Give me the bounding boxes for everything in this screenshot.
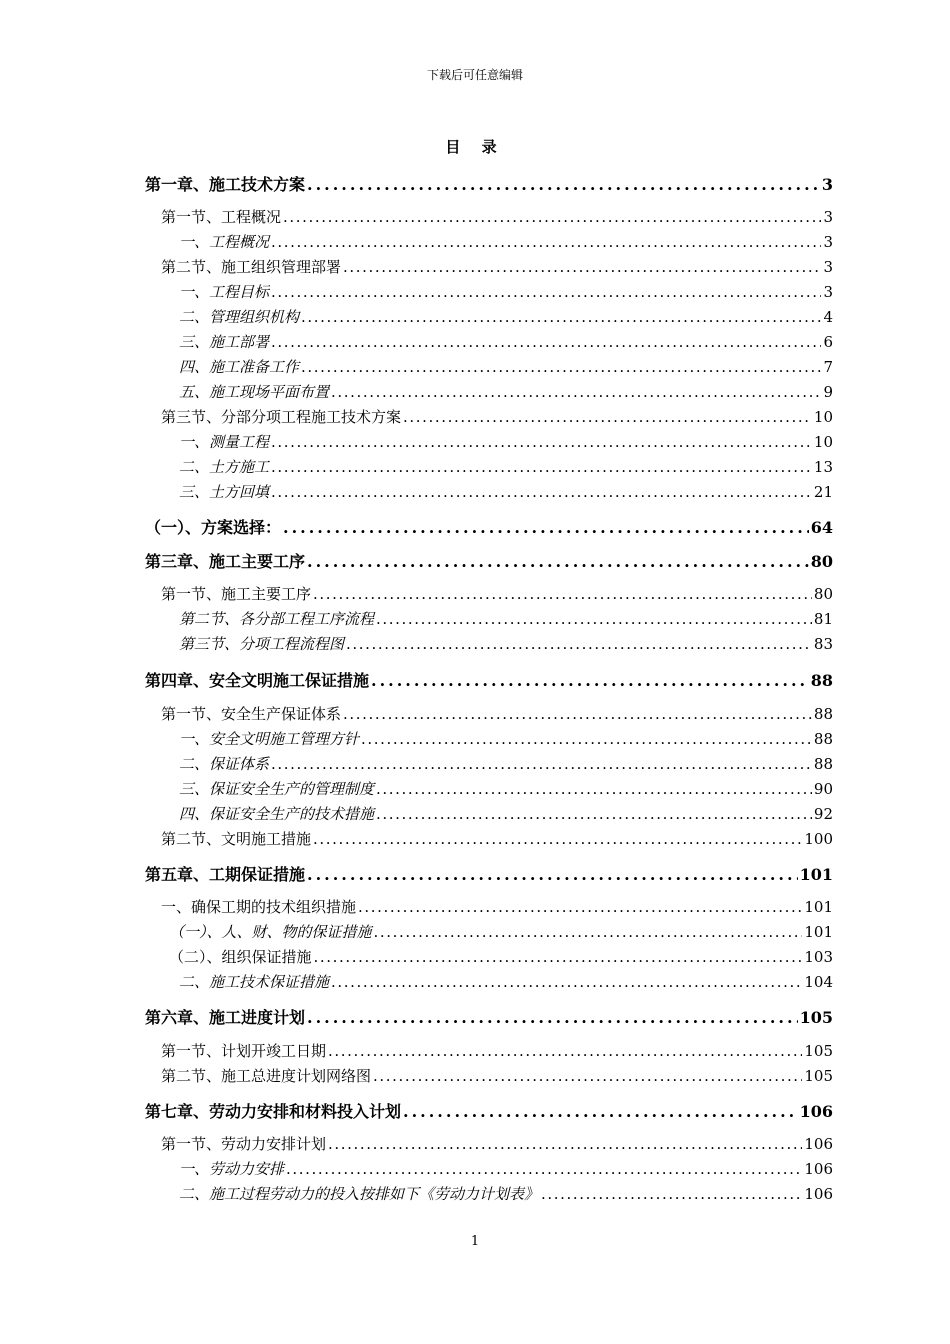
toc-page-number: 88 — [810, 671, 833, 690]
page-header: 下载后可任意编辑 — [426, 68, 523, 82]
toc-leader — [313, 585, 812, 603]
toc-page-number: 4 — [823, 308, 833, 326]
toc-leader — [376, 780, 812, 798]
toc-page-number: 105 — [804, 1067, 833, 1085]
toc-leader — [301, 358, 821, 376]
toc-leader — [283, 208, 821, 226]
toc-label: 三、施工部署 — [179, 333, 270, 351]
toc-page-number: 88 — [813, 705, 833, 723]
toc-page-number: 3 — [823, 258, 833, 276]
toc-subsection[interactable] — [145, 946, 833, 967]
toc-label: 第二节、施工组织管理部署 — [161, 258, 342, 276]
toc-leader — [271, 458, 812, 476]
toc-page-number: 81 — [813, 610, 833, 628]
toc-subsection[interactable] — [145, 456, 833, 477]
toc-label: 二、施工技术保证措施 — [179, 973, 330, 991]
toc-label: 第二节、文明施工措施 — [161, 830, 312, 848]
toc-page-number: 21 — [813, 483, 833, 501]
toc-subsection[interactable] — [145, 481, 833, 502]
toc-subsection[interactable] — [145, 1158, 833, 1179]
toc-label: （一）、方案选择： — [145, 518, 282, 537]
toc-leader — [331, 383, 821, 401]
toc-subsection[interactable] — [145, 306, 833, 327]
toc-page-number: 106 — [804, 1160, 833, 1178]
toc-chapter-4[interactable] — [145, 668, 833, 691]
toc-leader — [343, 258, 821, 276]
toc-page-number: 6 — [823, 333, 833, 351]
toc-label: 第七章、劳动力安排和材料投入计划 — [145, 1102, 402, 1121]
toc-leader — [307, 1008, 798, 1027]
toc-leader — [307, 552, 809, 571]
toc-leader — [376, 610, 812, 628]
toc-leader — [376, 805, 812, 823]
toc-subsection[interactable] — [145, 356, 833, 377]
toc-label: 四、保证安全生产的技术措施 — [179, 805, 375, 823]
toc-leader — [343, 705, 812, 723]
toc-subsection[interactable] — [145, 381, 833, 402]
toc-page-number: 92 — [813, 805, 833, 823]
toc-chapter-1[interactable] — [145, 172, 833, 195]
toc-subsection[interactable] — [145, 231, 833, 252]
toc-subsection[interactable] — [145, 1183, 833, 1204]
toc-section[interactable] — [145, 206, 833, 227]
toc-page-number: 83 — [813, 635, 833, 653]
toc-subsection[interactable] — [145, 921, 833, 942]
toc-page-number: 10 — [813, 433, 833, 451]
toc-label: 第二节、施工总进度计划网络图 — [161, 1067, 372, 1085]
toc-subsection[interactable] — [145, 281, 833, 302]
toc-page-number: 80 — [813, 585, 833, 603]
toc-leader — [403, 408, 812, 426]
toc-chapter-5[interactable] — [145, 862, 833, 885]
toc-chapter-scheme[interactable] — [145, 515, 833, 538]
toc-page-number: 104 — [804, 973, 833, 991]
toc-page-number: 88 — [813, 755, 833, 773]
toc-leader — [313, 830, 802, 848]
toc-leader — [361, 730, 812, 748]
toc-page-number: 105 — [804, 1042, 833, 1060]
toc-label: 第二节、各分部工程工序流程 — [179, 610, 375, 628]
toc-leader — [331, 973, 802, 991]
toc-leader — [328, 1135, 802, 1153]
toc-label: 第一节、劳动力安排计划 — [161, 1135, 327, 1153]
toc-leader — [541, 1185, 802, 1203]
page-number-footer: 1 — [470, 1234, 480, 1249]
toc-label: 一、工程目标 — [179, 283, 270, 301]
toc-subsection[interactable] — [145, 331, 833, 352]
toc-title: 目 录 — [445, 138, 505, 156]
toc-page-number: 101 — [804, 898, 833, 916]
toc-page-number: 105 — [799, 1008, 833, 1027]
toc-page-number: 10 — [813, 408, 833, 426]
toc-page-number: 3 — [823, 208, 833, 226]
toc-label: 五、施工现场平面布置 — [179, 383, 330, 401]
toc-leader — [271, 283, 821, 301]
toc-leader — [314, 948, 803, 966]
toc-subsection[interactable] — [145, 608, 833, 629]
toc-section[interactable] — [145, 828, 833, 849]
toc-leader — [346, 635, 812, 653]
toc-section[interactable] — [145, 256, 833, 277]
toc-leader — [371, 671, 809, 690]
toc-label: （二）、组织保证措施 — [169, 948, 312, 966]
toc-subsection[interactable] — [145, 431, 833, 452]
toc-page-number: 90 — [813, 780, 833, 798]
toc-leader — [301, 308, 821, 326]
toc-label: 第一节、工程概况 — [161, 208, 282, 226]
toc-chapter-3[interactable] — [145, 549, 833, 572]
toc-label: 第三章、施工主要工序 — [145, 552, 306, 571]
toc-label: 四、施工准备工作 — [179, 358, 300, 376]
toc-label: （一）、人、财、物的保证措施 — [169, 923, 372, 941]
toc-label: 三、土方回填 — [179, 483, 270, 501]
toc-label: 二、管理组织机构 — [179, 308, 300, 326]
toc-page-number: 88 — [813, 730, 833, 748]
toc-leader — [307, 865, 798, 884]
toc-section[interactable] — [145, 406, 833, 427]
toc-section[interactable] — [145, 1040, 833, 1061]
toc-label: 第一节、安全生产保证体系 — [161, 705, 342, 723]
toc-leader — [374, 923, 803, 941]
toc-section[interactable] — [145, 896, 833, 917]
toc-label: 三、保证安全生产的管理制度 — [179, 780, 375, 798]
toc-page-number: 13 — [813, 458, 833, 476]
toc-label: 一、安全文明施工管理方针 — [179, 730, 360, 748]
toc-label: 一、确保工期的技术组织措施 — [161, 898, 357, 916]
toc-label: 第一节、计划开竣工日期 — [161, 1042, 327, 1060]
toc-label: 二、保证体系 — [179, 755, 270, 773]
toc-leader — [373, 1067, 802, 1085]
toc-subsection[interactable] — [145, 971, 833, 992]
toc-page-number: 3 — [823, 233, 833, 251]
toc-label: 二、施工过程劳动力的投入按排如下《劳动力计划表》 — [179, 1185, 540, 1203]
toc-leader — [358, 898, 802, 916]
toc-subsection[interactable] — [145, 753, 833, 774]
toc-page-number: 101 — [799, 865, 833, 884]
toc-leader — [271, 755, 812, 773]
toc-subsection[interactable] — [145, 778, 833, 799]
toc-section[interactable] — [145, 703, 833, 724]
toc-label: 一、劳动力安排 — [179, 1160, 285, 1178]
toc-leader — [271, 333, 821, 351]
toc-leader — [403, 1102, 798, 1121]
toc-page-number: 64 — [810, 518, 833, 537]
toc-leader — [271, 233, 821, 251]
toc-leader — [271, 483, 812, 501]
toc-leader — [283, 518, 809, 537]
toc-leader — [271, 433, 812, 451]
toc-label: 第三节、分项工程流程图 — [179, 635, 345, 653]
toc-section[interactable] — [145, 1133, 833, 1154]
toc-label: 第一章、施工技术方案 — [145, 175, 306, 194]
toc-label: 第三节、分部分项工程施工技术方案 — [161, 408, 402, 426]
toc-page-number: 3 — [821, 175, 833, 194]
toc-chapter-7[interactable] — [145, 1099, 833, 1122]
toc-label: 二、土方施工 — [179, 458, 270, 476]
toc-chapter-6[interactable] — [145, 1005, 833, 1028]
toc-leader — [307, 175, 820, 194]
toc-label: 一、工程概况 — [179, 233, 270, 251]
toc-leader — [286, 1160, 802, 1178]
toc-section[interactable] — [145, 583, 833, 604]
toc-leader — [328, 1042, 802, 1060]
toc-subsection[interactable] — [145, 803, 833, 824]
toc-page-number: 106 — [804, 1185, 833, 1203]
toc-page-number: 80 — [810, 552, 833, 571]
toc-section[interactable] — [145, 1065, 833, 1086]
toc-label: 第五章、工期保证措施 — [145, 865, 306, 884]
toc-label: 第四章、安全文明施工保证措施 — [145, 671, 370, 690]
toc-label: 一、测量工程 — [179, 433, 270, 451]
toc-page-number: 7 — [823, 358, 833, 376]
toc-page-number: 106 — [804, 1135, 833, 1153]
toc-page-number: 9 — [823, 383, 833, 401]
toc-page-number: 100 — [804, 830, 833, 848]
toc-page-number: 106 — [799, 1102, 833, 1121]
toc-page-number: 3 — [823, 283, 833, 301]
toc-subsection[interactable] — [145, 633, 833, 654]
toc-label: 第六章、施工进度计划 — [145, 1008, 306, 1027]
toc-page-number: 101 — [804, 923, 833, 941]
toc-page-number: 103 — [804, 948, 833, 966]
toc-subsection[interactable] — [145, 728, 833, 749]
toc-label: 第一节、施工主要工序 — [161, 585, 312, 603]
